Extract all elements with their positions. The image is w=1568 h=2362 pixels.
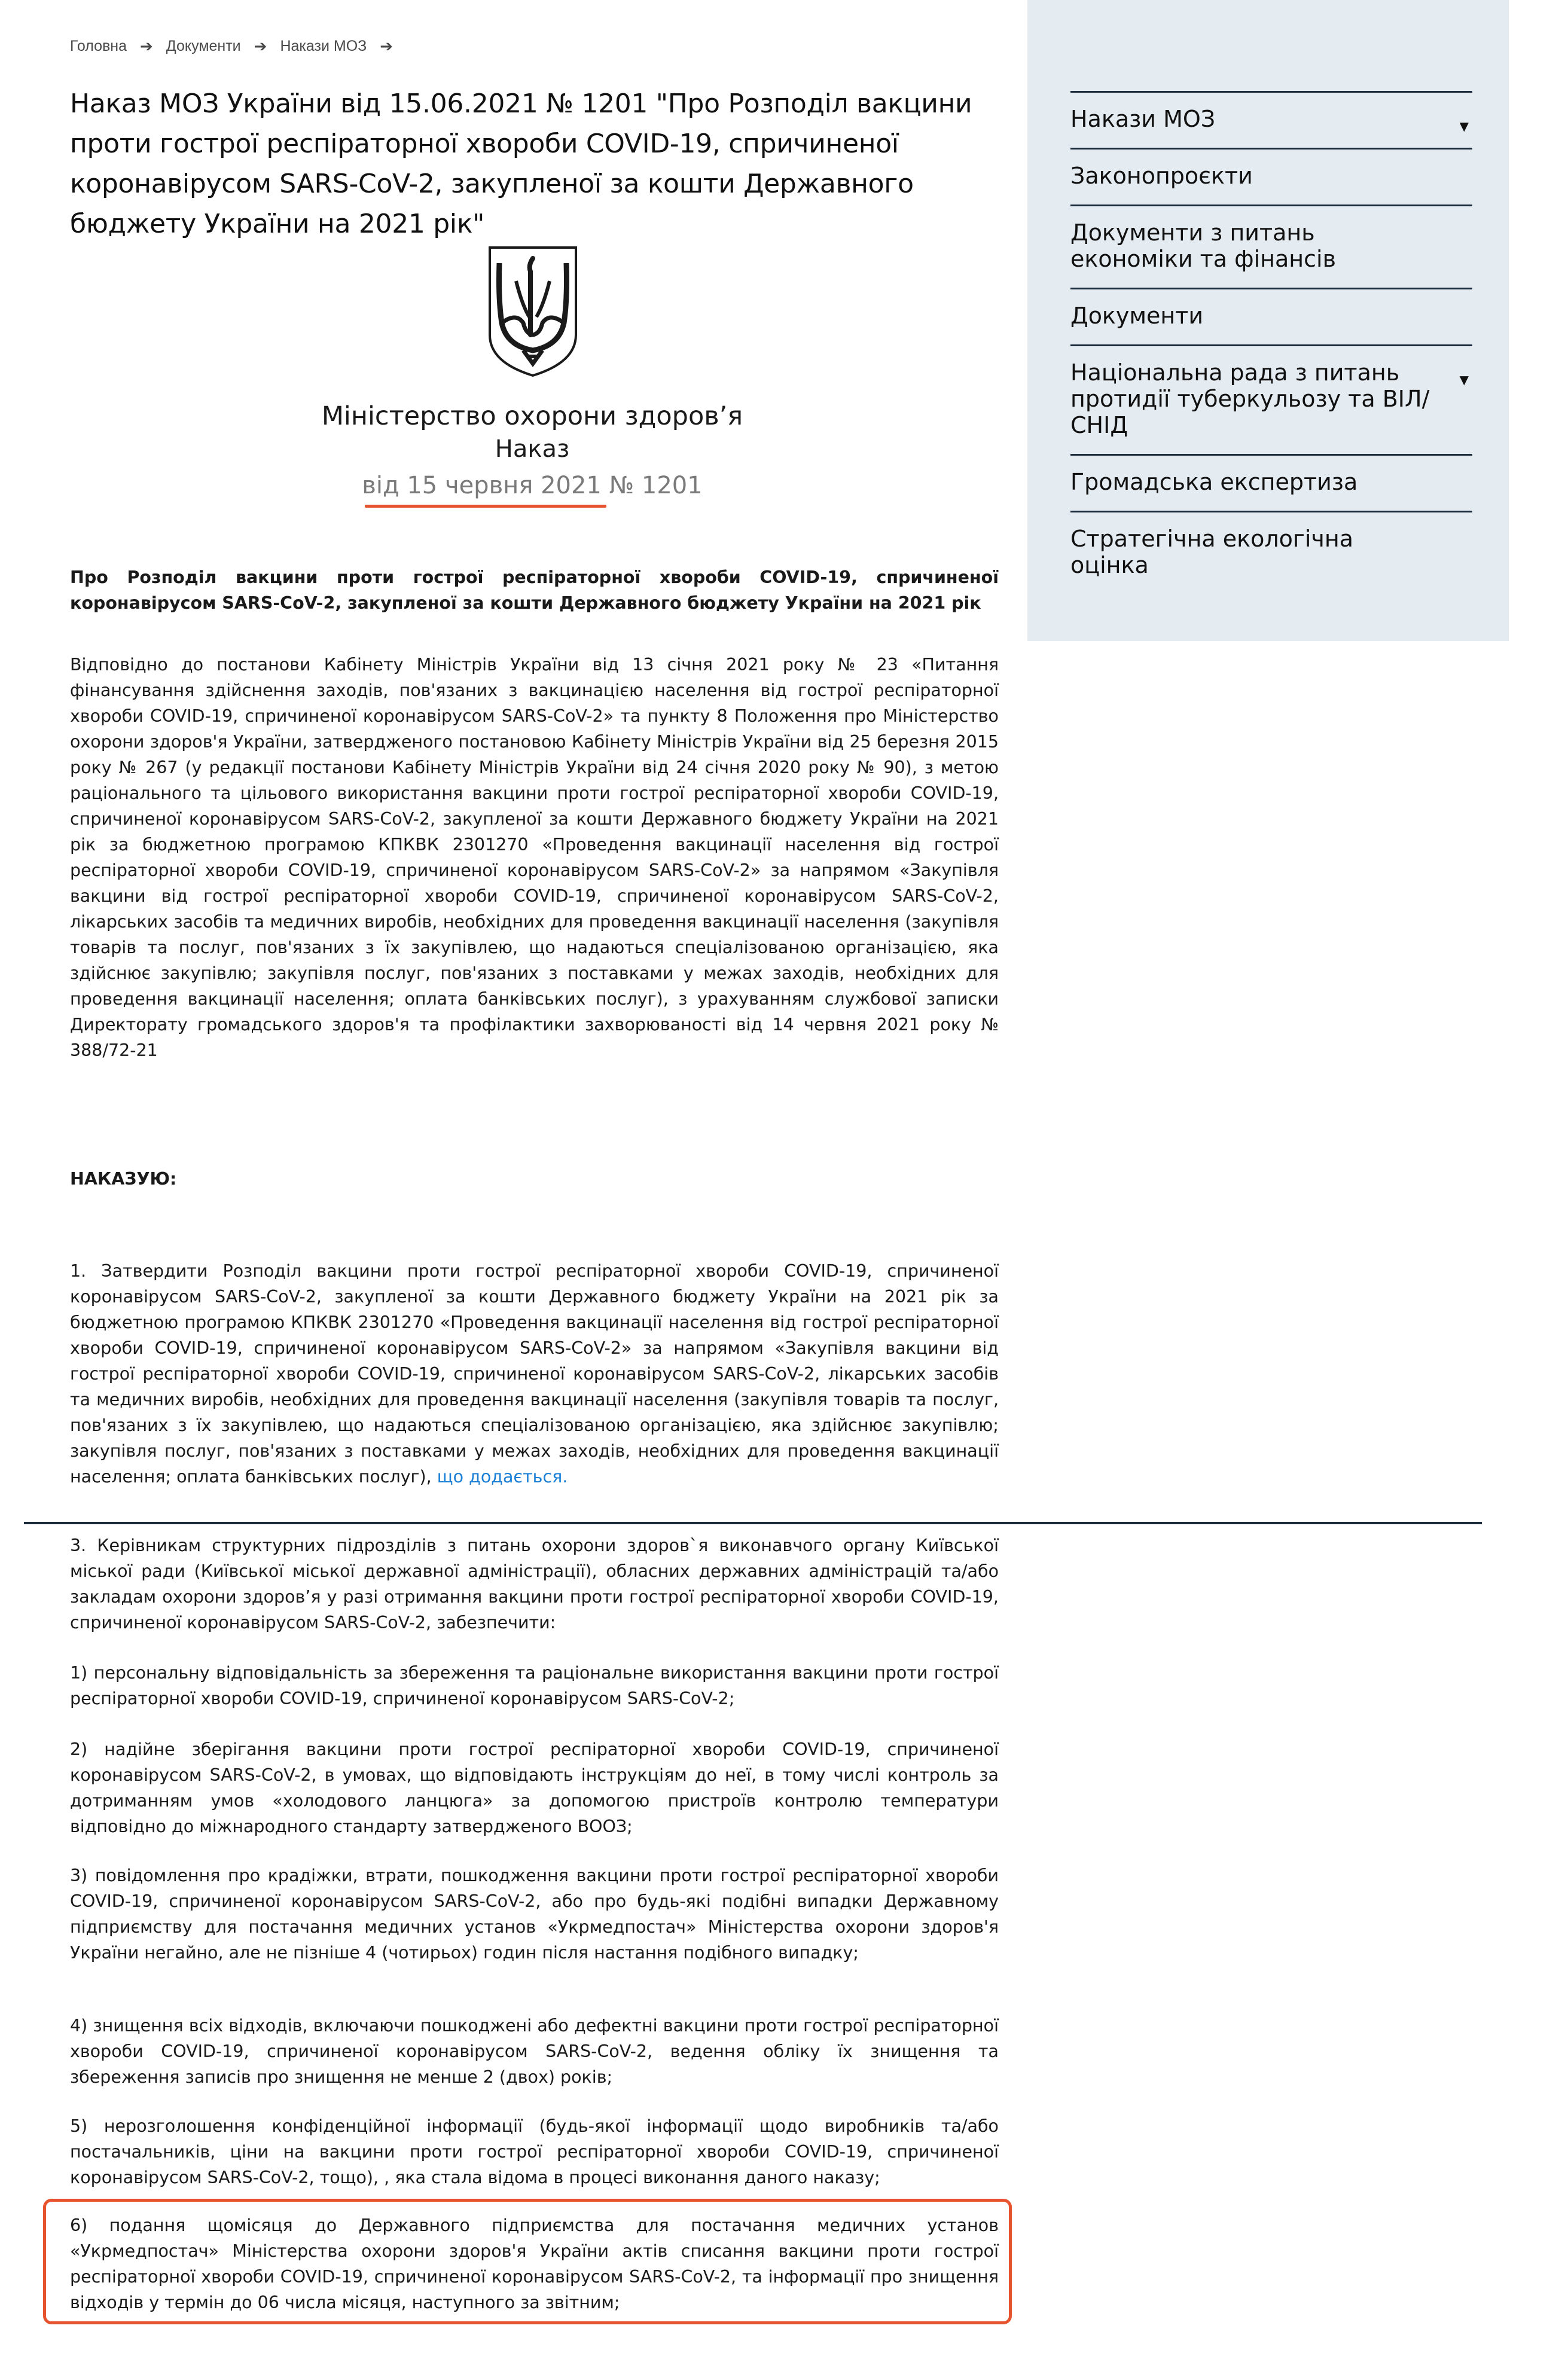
document-subclause-6: 6) подання щомісяця до Державного підприємства для постачання медичних установ «Укрмедпостач» Міністерства охорони здоров'я України актів списання вакцини проти гострої респіраторної хвороби COVID-19, спричиненої коронавірусом SARS-CoV-2, та інформації про знищення відходів у термін до 06 числа місяця, наступного за звітним; xyxy=(70,2215,999,2312)
sidebar-item-tb-hiv-council[interactable] xyxy=(1070,344,1472,454)
caret-down-icon[interactable]: ▼ xyxy=(1459,119,1469,133)
sidebar-item-draft-laws[interactable] xyxy=(1070,148,1472,205)
coat-of-arms-trident-icon xyxy=(486,245,579,378)
order-number: № 1201 xyxy=(609,472,703,499)
sidebar-item-documents[interactable] xyxy=(1070,288,1472,344)
document-preamble: Відповідно до постанови Кабінету Міністрів України від 13 січня 2021 року № 23 «Питання фінансування здійснення заходів, пов'язаних з вакцинацією населення від гострої респіраторної хвороби COVID-19, спричиненої коронавірусом SARS-CoV-2» та пункту 8 Положення про Міністерство охорони здоров'я України, затвердженого постановою Кабінету Міністрів України від 25 березня 2015 року № 267 (у редакції постанови Кабінету Міністрів України від 24 січня 2020 року № 90), з метою раціонального та цільового використання вакцини проти гострої респіраторної хвороби COVID-19, спричиненої коронавірусом SARS-CoV-2, закупленої за кошти Державного бюджету України на 2021 рік за бюджетною програмою КПКВК 2301270 «Проведення вакцинації населення від гострої респіраторної хвороби COVID-19, спричиненої коронавірусом SARS-CoV-2» за напрямом «Закупівля вакцини від гострої респіраторної хвороби COVID-19, спричиненої коронавірусом SARS-CoV-2, лікарських засобів та медичних виробів, необхідних для проведення вакцинації населення (закупівля товарів та послуг, пов'язаних з їх закупівлею, що надаються спеціалізованою організацією, яка здійснює закупівлю; закупівля послуг, пов'язаних з поставками у межах заходів, необхідних для проведення вакцинації населення; оплата банківських послуг), з урахуванням службової записки Директорату громадського здоров'я та профілактики захворюваності від 14 червня 2021 року № 388/72-21 xyxy=(70,655,999,1060)
document-clause-1 xyxy=(70,1258,999,1490)
sidebar-item-label: Документи з питань економіки та фінансів xyxy=(1070,219,1336,272)
sidebar-menu xyxy=(1070,91,1472,594)
sidebar-item-economy-finance-docs[interactable] xyxy=(1070,205,1472,288)
breadcrumb xyxy=(70,37,406,56)
highlight-box xyxy=(43,2199,1012,2324)
clause-1-text: 1. Затвердити Розподіл вакцини проти гострої респіраторної хвороби COVID-19, спричиненої коронавірусом SARS-CoV-2, закупленої за кошти Державного бюджету України на 2021 рік за бюджетною програмою КПКВК 2301270 «Проведення вакцинації населення від гострої респіраторної хвороби COVID-19, спричиненої коронавірусом SARS-CoV-2» за напрямом «Закупівля вакцини від гострої респіраторної хвороби COVID-19, спричиненої коронавірусом SARS-CoV-2, лікарських засобів та медичних виробів, необхідних для проведення вакцинації населення (закупівля товарів та послуг, пов'язаних з їх закупівлею, що надаються спеціалізованою організацією, яка здійснює закупівлю; закупівля послуг, пов'язаних з поставками у межах заходів, необхідних для проведення вакцинації населення; оплата банківських послуг), xyxy=(70,1261,999,1487)
document-subclause-3: 3) повідомлення про крадіжки, втрати, пошкодження вакцини проти гострої респіраторної хвороби COVID-19, спричиненої коронавірусом SARS-CoV-2, або про будь-які подібні випадки Державному підприємству для постачання медичних установ «Укрмедпостач» Міністерства охорони здоров'я України негайно, але не пізніше 4 (чотирьох) годин після настання подібного випадку; xyxy=(70,1866,999,1963)
sidebar-item-strategic-environmental-assessment[interactable] xyxy=(1070,511,1472,594)
document-subclause-2: 2) надійне зберігання вакцини проти гострої респіраторної хвороби COVID-19, спричиненої коронавірусом SARS-CoV-2, в умовах, що відповідають інструкціям до неї, в тому числі контроль за дотриманням умов «холодового ланцюга» за допомогою пристроїв контролю температури відповідно до міжнародного стандарту затвердженого ВООЗ; xyxy=(70,1740,999,1836)
date-underline xyxy=(365,505,606,508)
arrow-right-icon: ➔ xyxy=(139,37,153,55)
page-title: Наказ МОЗ України від 15.06.2021 № 1201 "Про Розподіл вакцини проти гострої респіраторної хвороби COVID-19, спричиненої коронавірусом SARS-CoV-2, закупленої за кошти Державного бюджету України на 2021 рік" xyxy=(70,89,972,239)
caret-down-icon[interactable]: ▼ xyxy=(1459,373,1469,387)
order-label: Наказ xyxy=(495,435,570,463)
document-subclause-4: 4) знищення всіх відходів, включаючи пошкоджені або дефектні вакцини проти гострої респіраторної хвороби COVID-19, спричиненої коронавірусом SARS-CoV-2, ведення обліку їх знищення та збереження записів про знищення не менше 2 (двох) років; xyxy=(70,2016,999,2087)
breadcrumb-home[interactable]: Головна xyxy=(70,38,127,54)
sidebar-item-moh-orders[interactable] xyxy=(1070,91,1472,148)
section-divider xyxy=(24,1522,1482,1524)
document-subject: Про Розподіл вакцини проти гострої респіраторної хвороби COVID-19, спричиненої коронавірусом SARS-CoV-2, закупленої за кошти Державного бюджету України на 2021 рік xyxy=(70,567,999,613)
breadcrumb-documents[interactable]: Документи xyxy=(166,38,241,54)
sidebar-item-label: Національна рада з питань протидії туберкульозу та ВІЛ/СНІД xyxy=(1070,359,1430,438)
sidebar xyxy=(1027,0,1509,641)
order-date: від 15 червня 2021 xyxy=(362,472,602,499)
sidebar-item-label: Документи xyxy=(1070,303,1204,329)
document-ordain: НАКАЗУЮ: xyxy=(70,1169,177,1189)
order-date-line xyxy=(120,470,945,501)
document-subclause-5: 5) нерозголошення конфіденційної інформації (будь-якої інформації щодо виробників та/або постачальників, ціни на вакцини проти гострої респіраторної хвороби COVID-19, спричиненої коронавірусом SARS-CoV-2, тощо), , яка стала відома в процесі виконання даного наказу; xyxy=(70,2116,999,2187)
sidebar-item-public-expertise[interactable] xyxy=(1070,454,1472,511)
ministry-name: Міністерство охорони здоров’я xyxy=(321,401,743,431)
sidebar-item-label: Законопроєкти xyxy=(1070,163,1253,189)
sidebar-item-label: Стратегічна екологічна оцінка xyxy=(1070,526,1353,578)
sidebar-item-label: Накази МОЗ xyxy=(1070,106,1216,132)
document-clause-3: 3. Керівникам структурних підрозділів з питань охорони здоров`я виконавчого органу Київської міської ради (Київської міської державної адміністрації), обласних державних адміністрацій та/або закладам охорони здоров’я у разі отримання вакцини проти гострої респіраторної хвороби COVID-19, спричиненої коронавірусом SARS-CoV-2, забезпечити: xyxy=(70,1536,999,1632)
attachment-link[interactable]: що додається. xyxy=(437,1467,568,1487)
breadcrumb-moh-orders[interactable]: Накази МОЗ xyxy=(280,38,367,54)
sidebar-item-label: Громадська експертиза xyxy=(1070,469,1358,495)
arrow-right-icon: ➔ xyxy=(380,37,393,55)
document-subclause-1: 1) персональну відповідальність за збереження та раціональне використання вакцини проти гострої респіраторної хвороби COVID-19, спричиненої коронавірусом SARS-CoV-2; xyxy=(70,1663,999,1708)
arrow-right-icon: ➔ xyxy=(254,37,267,55)
